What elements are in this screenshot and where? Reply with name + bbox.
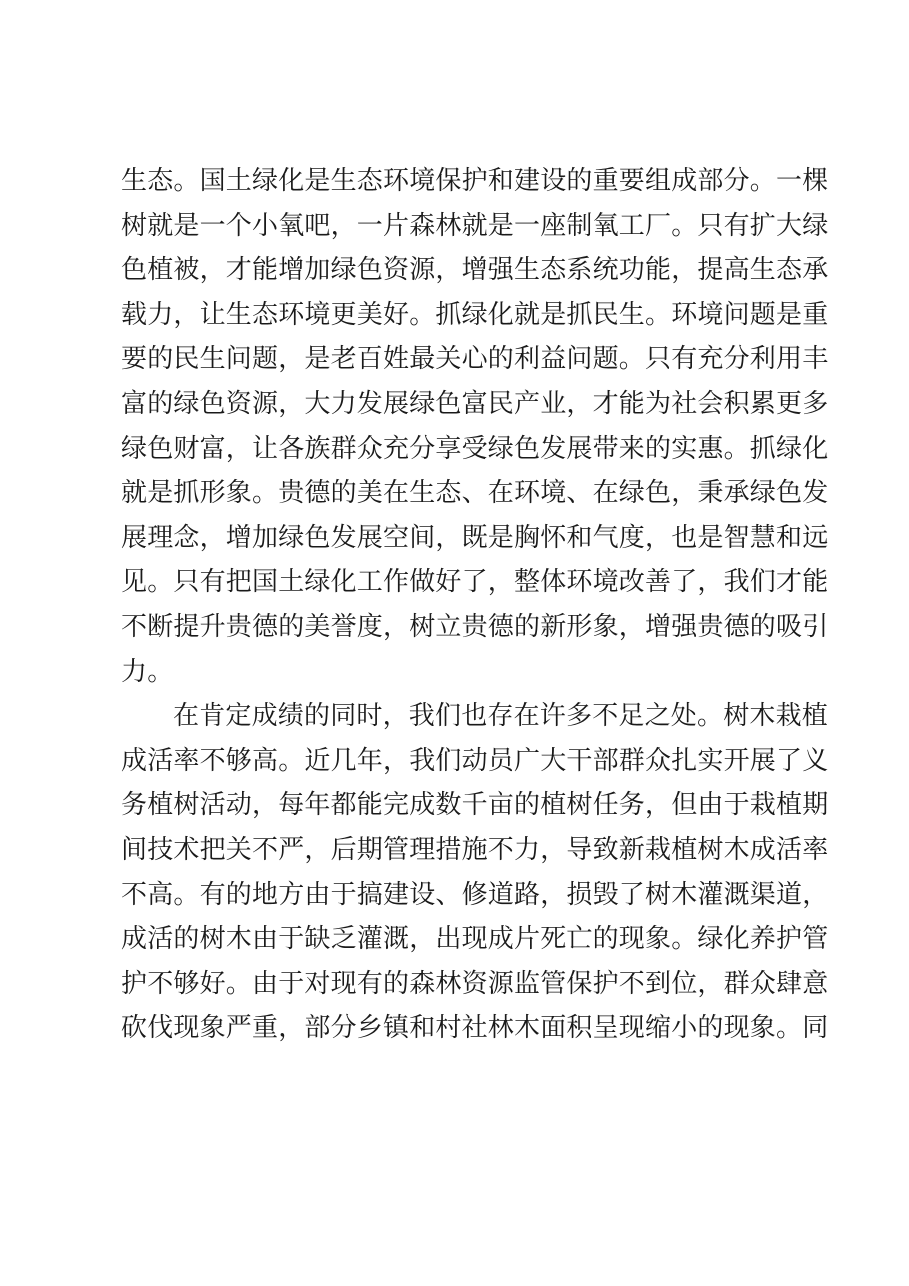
text-line: 力。: [121, 656, 174, 687]
text-line: 间技术把关不严，后期管理措施不力，导致新栽植树木成活率: [121, 834, 829, 865]
text-line: 绿色财富，让各族群众充分享受绿色发展带来的实惠。抓绿化: [121, 433, 829, 464]
text-line: 色植被，才能增加绿色资源，增强生态系统功能，提高生态承: [121, 255, 829, 286]
text-line: 成活的树木由于缺乏灌溉，出现成片死亡的现象。绿化养护管: [121, 924, 829, 955]
text-line: 要的民生问题，是老百姓最关心的利益问题。只有充分利用丰: [121, 344, 829, 375]
text-line: 见。只有把国土绿化工作做好了，整体环境改善了，我们才能: [121, 567, 829, 598]
body-text: [121, 159, 829, 1051]
text-line: 砍伐现象严重，部分乡镇和村社林木面积呈现缩小的现象。同: [121, 1013, 829, 1044]
text-line: 生态。国土绿化是生态环境保护和建设的重要组成部分。一棵: [121, 166, 829, 196]
text-line: 不高。有的地方由于搞建设、修道路，损毁了树木灌溉渠道，: [121, 879, 829, 910]
text-line: 不断提升贵德的美誉度，树立贵德的新形象，增强贵德的吸引: [121, 611, 829, 642]
text-line: 务植树活动，每年都能完成数千亩的植树任务，但由于栽植期: [121, 790, 829, 821]
text-line: 载力，让生态环境更美好。抓绿化就是抓民生。环境问题是重: [121, 299, 829, 330]
text-line: 展理念，增加绿色发展空间，既是胸怀和气度，也是智慧和远: [121, 522, 829, 553]
text-line: 富的绿色资源，大力发展绿色富民产业，才能为社会积累更多: [121, 388, 829, 419]
text-line: 成活率不够高。近几年，我们动员广大干部群众扎实开展了义: [121, 745, 829, 776]
text-line: 就是抓形象。贵德的美在生态、在环境、在绿色，秉承绿色发: [121, 478, 829, 509]
text-line: 树就是一个小氧吧，一片森林就是一座制氧工厂。只有扩大绿: [121, 210, 829, 241]
text-line: 护不够好。由于对现有的森林资源监管保护不到位，群众肆意: [121, 968, 829, 999]
text-line-indented: 在肯定成绩的同时，我们也存在许多不足之处。树木栽植: [173, 701, 829, 732]
